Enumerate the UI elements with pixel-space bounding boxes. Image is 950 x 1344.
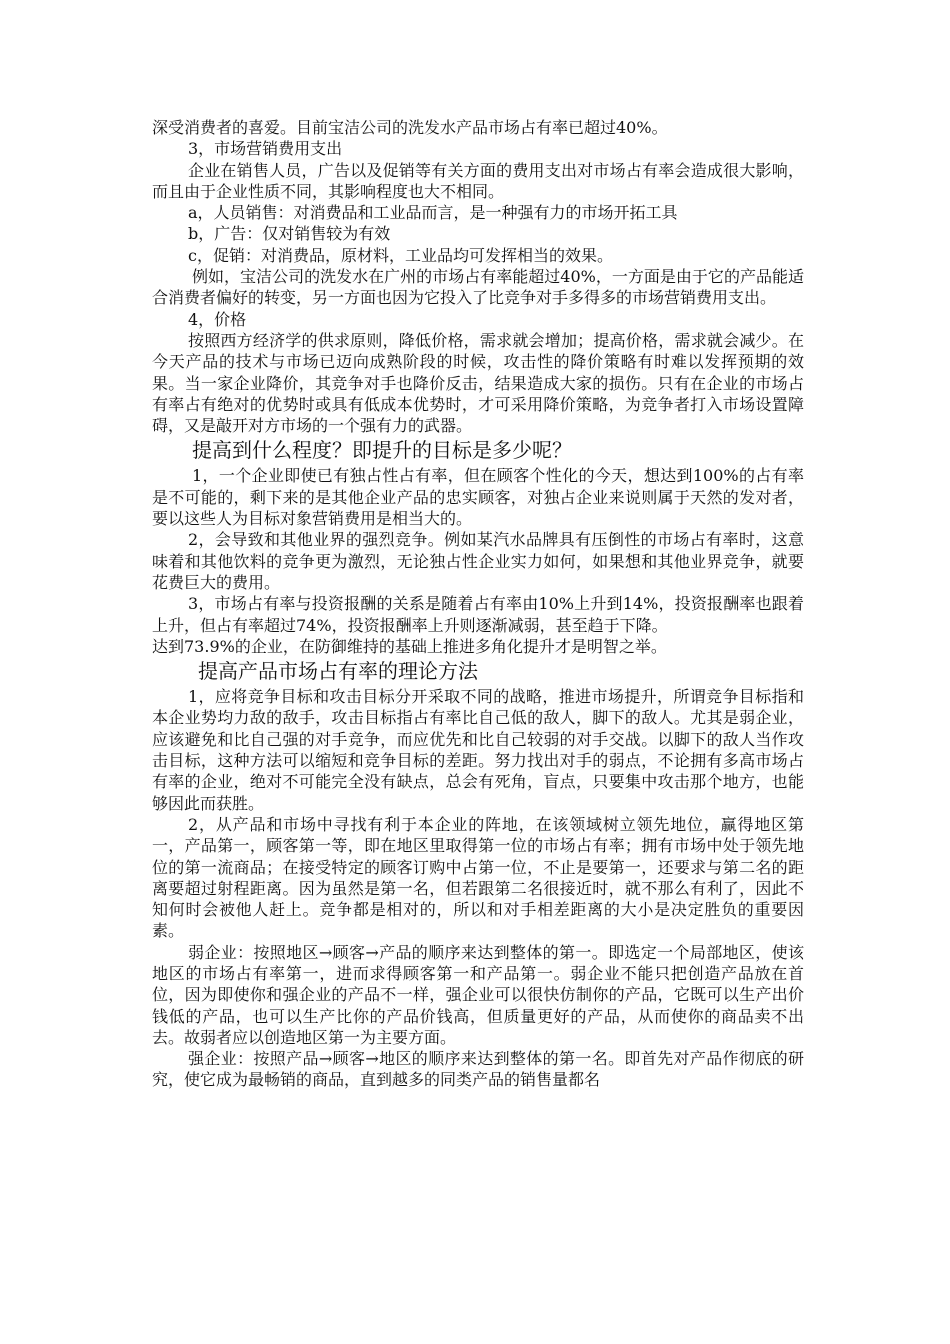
section-heading-price: 4，价格	[188, 309, 247, 329]
list-item: b，广告：仅对销售较为有效	[188, 224, 391, 244]
document-body	[152, 117, 804, 1091]
paragraph: 1，应将竞争目标和攻击目标分开采取不同的战略，推进市场提升，所谓竞争目标指和本企业势均力敌的敌手，攻击目标指占有率比自己低的敌人，脚下的敌人。尤其是弱企业，应该避免和比自己强的对手竞争，而应优先和比自己较弱的对手交战。以脚下的敌人当作攻击目标，这种方法可以缩短和竞争目标的差距。努力找出对手的弱点，不论拥有多高市场占有率的企业，绝对不可能完全没有缺点，总会有死角，盲点，只要集中攻击那个地方，也能够因此而获胜。	[152, 687, 804, 813]
paragraph: 3，市场占有率与投资报酬的关系是随着占有率由10%上升到14%，投资报酬率也跟着上升，但占有率超过74%，投资报酬率上升则逐渐减弱，甚至趋于下降。	[152, 594, 804, 635]
paragraph: 达到73.9%的企业，在防御维持的基础上推进多角化提升才是明智之举。	[152, 636, 667, 656]
paragraph: 企业在销售人员，广告以及促销等有关方面的费用支出对市场占有率会造成很大影响，而且由于企业性质不同，其影响程度也大不相同。	[152, 160, 804, 201]
heading-theory-methods: 提高产品市场占有率的理论方法	[198, 659, 478, 684]
paragraph: 2，从产品和市场中寻找有利于本企业的阵地，在该领域树立领先地位，赢得地区第一，产品第一，顾客第一等，即在地区里取得第一位的市场占有率；拥有市场中处于领先地位的第一流商品；在接受特定的顾客订购中占第一位，不止是要第一，还要求与第二名的距离要超过射程距离。因为虽然是第一名，但若跟第二名很接近时，就不那么有利了，因此不知何时会被他人赶上。竞争都是相对的，所以和对手相差距离的大小是决定胜负的重要因素。	[152, 814, 804, 941]
paragraph: 弱企业：按照地区→顾客→产品的顺序来达到整体的第一。即选定一个局部地区，使该地区的市场占有率第一，进而求得顾客第一和产品第一。弱企业不能只把创造产品放在首位，因为即使你和强企业的产品不一样，强企业可以很快仿制你的产品，它既可以生产出价钱低的产品，也可以生产比你的产品价钱高，但质量更好的产品，从而使你的商品卖不出去。故弱者应以创造地区第一为主要方面。	[152, 942, 804, 1047]
list-item: c，促销：对消费品，原材料，工业品均可发挥相当的效果。	[188, 245, 613, 265]
paragraph: 例如，宝洁公司的洗发水在广州的市场占有率能超过40%，一方面是由于它的产品能适合消费者偏好的转变，另一方面也因为它投入了比竞争对手多得多的市场营销费用支出。	[152, 267, 804, 308]
heading-target-level: 提高到什么程度？即提升的目标是多少呢？	[192, 438, 572, 463]
list-item: a，人员销售：对消费品和工业品而言，是一种强有力的市场开拓工具	[188, 203, 678, 223]
section-heading-marketing-cost: 3，市场营销费用支出	[188, 139, 343, 159]
paragraph: 1，一个企业即使已有独占性占有率，但在顾客个性化的今天，想达到100%的占有率是不可能的，剩下来的是其他企业产品的忠实顾客，对独占企业来说则属于天然的发对者，要以这些人为目标对象营销费用是相当大的。	[152, 466, 804, 529]
paragraph: 强企业：按照产品→顾客→地区的顺序来达到整体的第一名。即首先对产品作彻底的研究，使它成为最畅销的商品，直到越多的同类产品的销售量都名	[152, 1049, 804, 1090]
paragraph: 2，会导致和其他业界的强烈竞争。例如某汽水品牌具有压倒性的市场占有率时，这意味着和其他饮料的竞争更为激烈，无论独占性企业实力如何，如果想和其他业界竞争，就要花费巨大的费用。	[152, 530, 804, 592]
paragraph: 按照西方经济学的供求原则，降低价格，需求就会增加；提高价格，需求就会减少。在今天产品的技术与市场已迈向成熟阶段的时候，攻击性的降价策略有时难以发挥预期的效果。当一家企业降价，其竞争对手也降价反击，结果造成大家的损伤。只有在企业的市场占有率占有绝对的优势时或具有低成本优势时，才可采用降价策略，为竞争者打入市场设置障碍，又是敲开对方市场的一个强有力的武器。	[152, 330, 804, 436]
paragraph: 深受消费者的喜爱。目前宝洁公司的洗发水产品市场占有率已超过40%。	[152, 118, 668, 137]
